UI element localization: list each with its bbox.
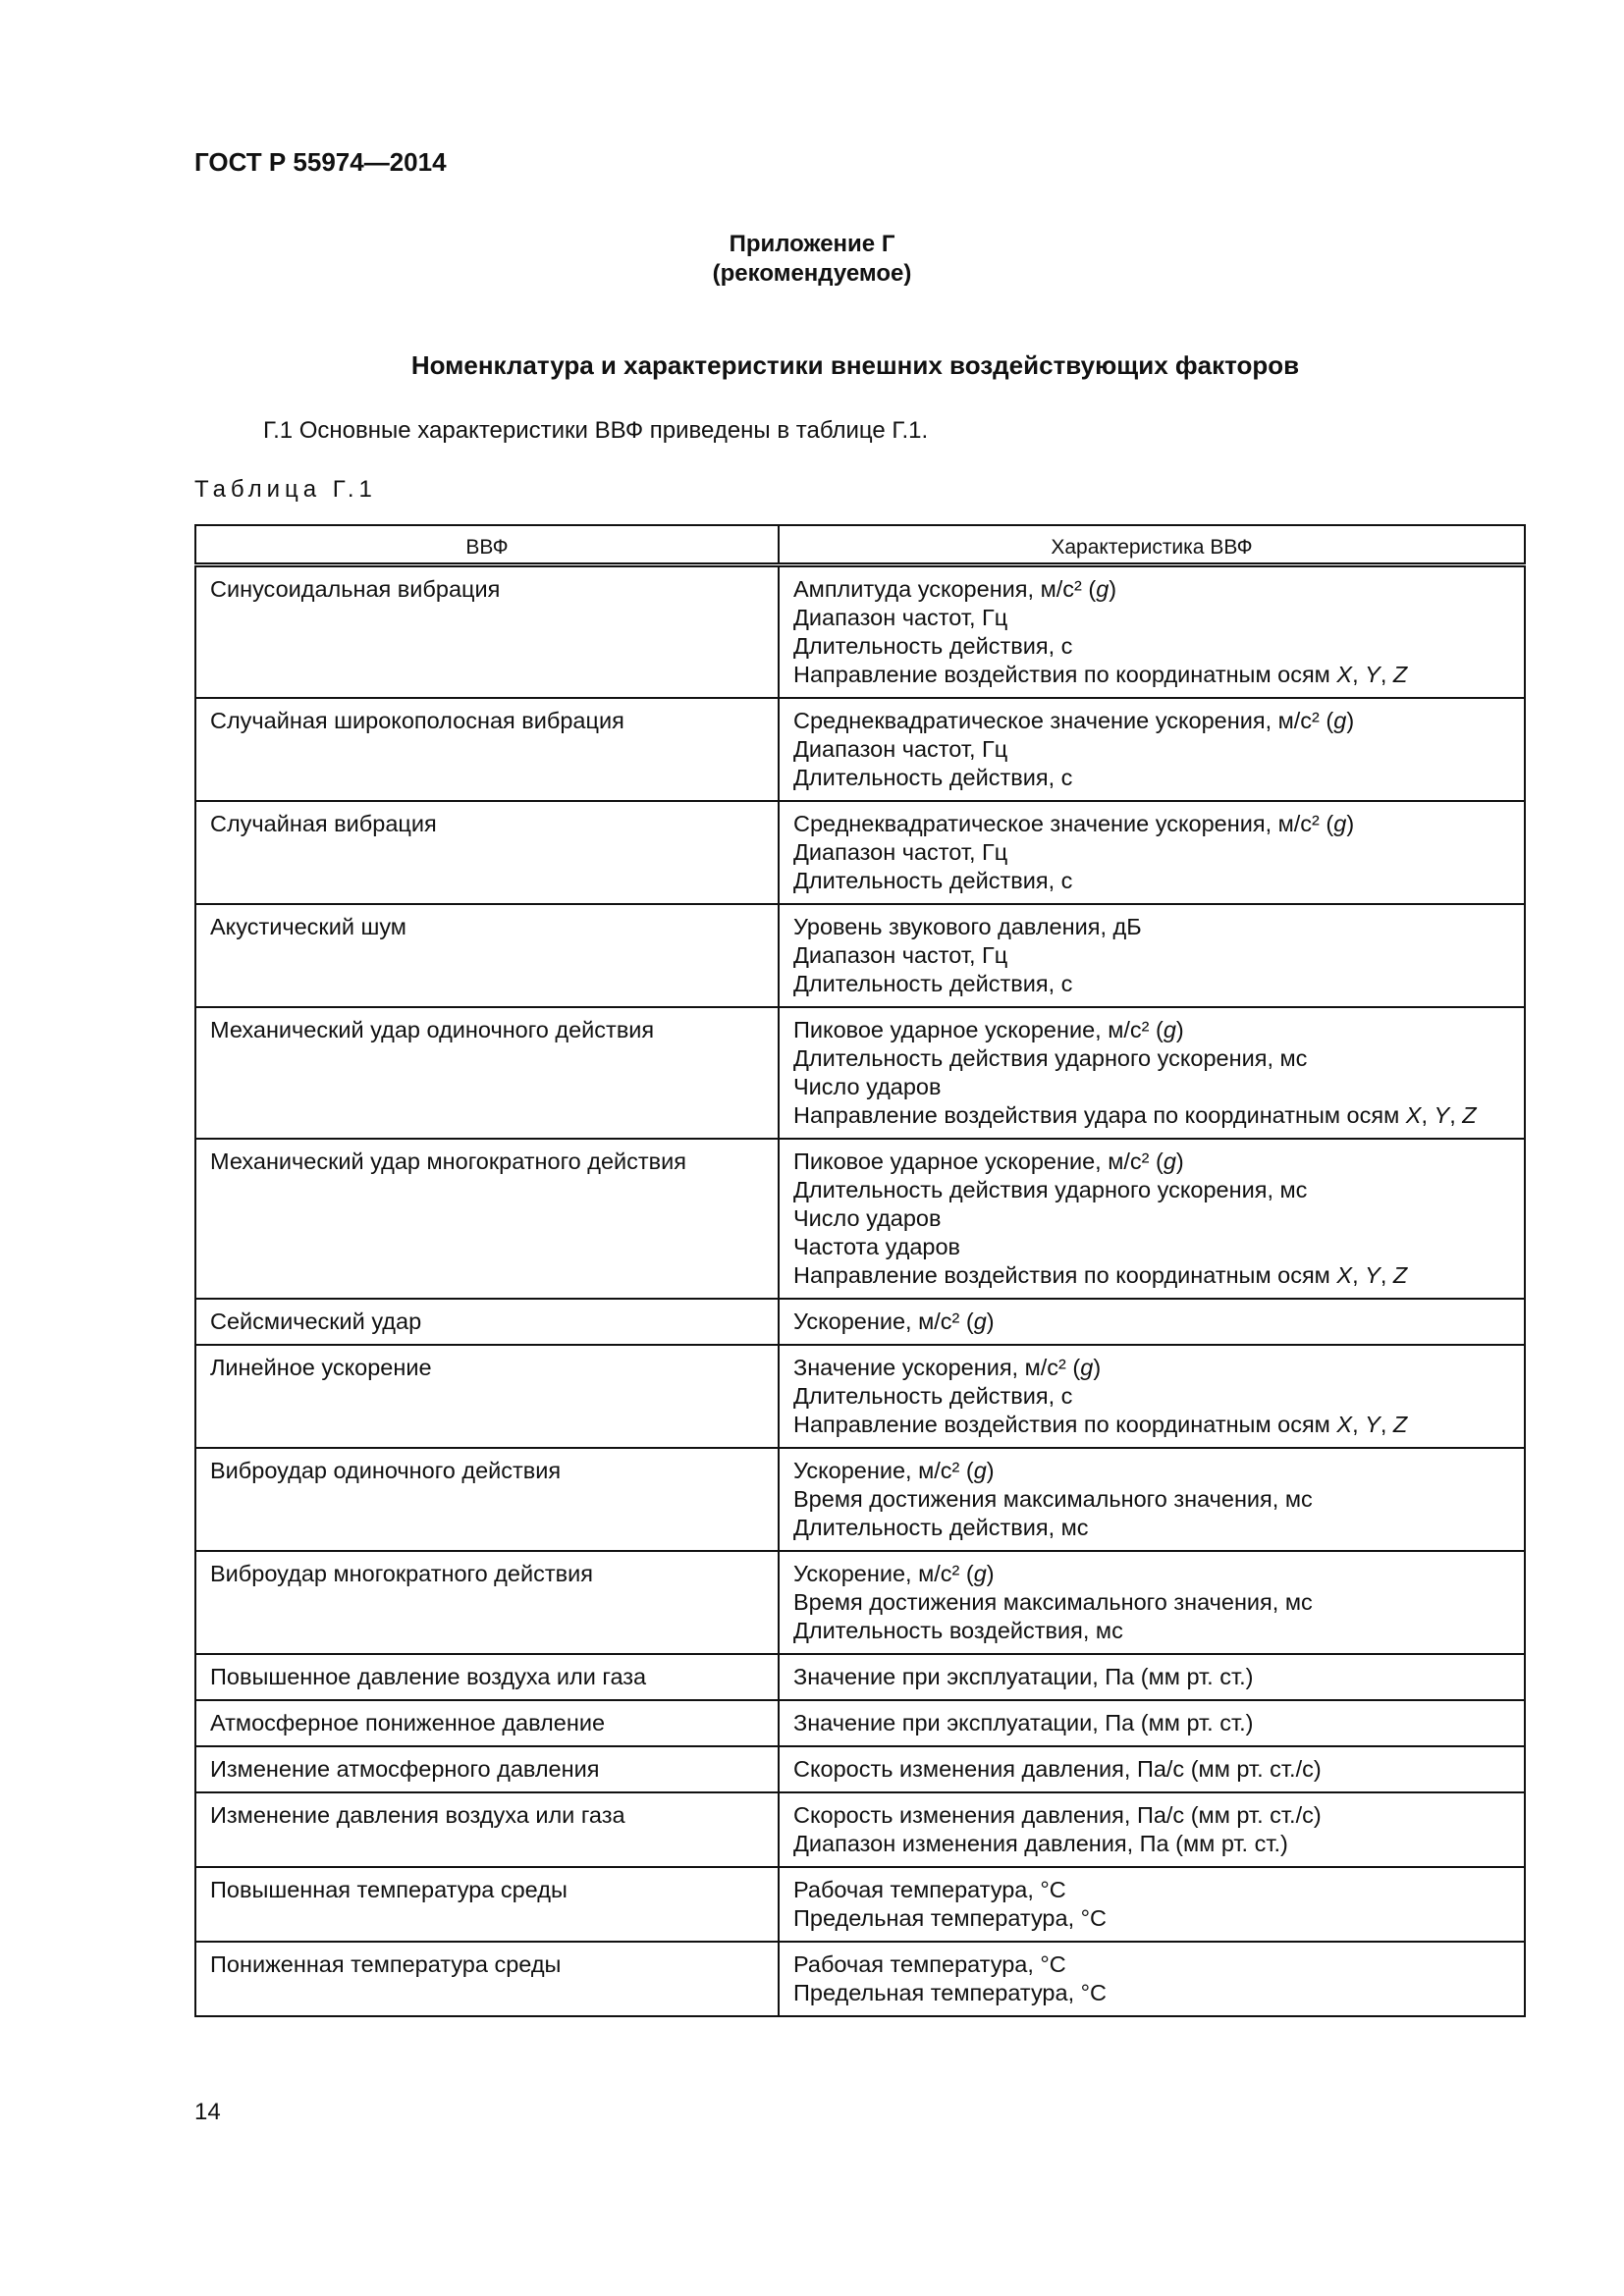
characteristics-cell bbox=[779, 698, 1525, 801]
characteristic-line: Диапазон частот, Гц bbox=[793, 604, 1008, 630]
characteristics-cell bbox=[779, 564, 1525, 698]
characteristic-line: Скорость изменения давления, Па/с (мм рт. ст./с) bbox=[793, 1801, 1322, 1828]
characteristics-cell bbox=[779, 1299, 1525, 1345]
characteristic-line: Скорость изменения давления, Па/с (мм рт. ст./с) bbox=[793, 1755, 1322, 1782]
characteristic-line: Длительность действия ударного ускорения, мс bbox=[793, 1044, 1308, 1071]
characteristic-line: Длительность действия, с bbox=[793, 970, 1073, 996]
table-row bbox=[195, 1299, 1525, 1345]
characteristic-line: Длительность воздействия, мс bbox=[793, 1617, 1123, 1643]
factor-cell: Пониженная температура среды bbox=[195, 1942, 779, 2016]
table-row bbox=[195, 1448, 1525, 1551]
factor-cell: Случайная широкополосная вибрация bbox=[195, 698, 779, 801]
characteristic-line: Длительность действия, с bbox=[793, 1382, 1073, 1409]
characteristics-cell bbox=[779, 1700, 1525, 1746]
table-row bbox=[195, 1867, 1525, 1942]
characteristic-line: Ускорение, м/с² (g) bbox=[793, 1457, 995, 1483]
characteristics-cell bbox=[779, 1448, 1525, 1551]
table-row bbox=[195, 1551, 1525, 1654]
characteristic-line: Рабочая температура, °С bbox=[793, 1950, 1066, 1977]
table-row bbox=[195, 1139, 1525, 1299]
table-row bbox=[195, 1007, 1525, 1139]
characteristic-line: Амплитуда ускорения, м/с² (g) bbox=[793, 575, 1117, 602]
characteristics-cell bbox=[779, 1654, 1525, 1700]
table-row bbox=[195, 1345, 1525, 1448]
characteristic-line: Предельная температура, °С bbox=[793, 1904, 1107, 1931]
intro-paragraph: Г.1 Основные характеристики ВВФ приведены в таблице Г.1. bbox=[263, 417, 929, 444]
appendix-status: (рекомендуемое) bbox=[712, 260, 912, 287]
characteristics-cell bbox=[779, 1867, 1525, 1942]
factor-cell: Повышенное давление воздуха или газа bbox=[195, 1654, 779, 1700]
characteristic-line: Значение при эксплуатации, Па (мм рт. ст.) bbox=[793, 1663, 1254, 1689]
characteristic-line: Диапазон частот, Гц bbox=[793, 941, 1008, 968]
column-header-factor: ВВФ bbox=[195, 525, 779, 564]
characteristic-line: Среднеквадратическое значение ускорения, м/с² (g) bbox=[793, 810, 1355, 836]
characteristic-line: Время достижения максимального значения, мс bbox=[793, 1588, 1313, 1615]
characteristic-line: Частота ударов bbox=[793, 1233, 961, 1259]
document-id: ГОСТ Р 55974—2014 bbox=[194, 147, 447, 177]
factor-cell: Синусоидальная вибрация bbox=[195, 564, 779, 698]
factor-cell: Сейсмический удар bbox=[195, 1299, 779, 1345]
characteristics-cell bbox=[779, 1746, 1525, 1792]
characteristic-line: Число ударов bbox=[793, 1204, 942, 1231]
factor-cell: Механический удар одиночного действия bbox=[195, 1007, 779, 1139]
table-row bbox=[195, 1792, 1525, 1867]
table-label: Таблица Г.1 bbox=[194, 476, 377, 503]
characteristic-line: Диапазон изменения давления, Па (мм рт. ст.) bbox=[793, 1830, 1288, 1856]
characteristic-line: Направление воздействия удара по координатным осям X, Y, Z bbox=[793, 1101, 1477, 1128]
characteristic-line: Время достижения максимального значения, мс bbox=[793, 1485, 1313, 1512]
table-row bbox=[195, 1746, 1525, 1792]
characteristic-line: Предельная температура, °С bbox=[793, 1979, 1107, 2005]
characteristic-line: Направление воздействия по координатным осям X, Y, Z bbox=[793, 661, 1408, 687]
page-number: 14 bbox=[194, 2099, 221, 2125]
characteristic-line: Уровень звукового давления, дБ bbox=[793, 913, 1142, 939]
factor-cell: Случайная вибрация bbox=[195, 801, 779, 904]
characteristics-cell bbox=[779, 1551, 1525, 1654]
characteristic-line: Длительность действия, с bbox=[793, 867, 1073, 893]
characteristic-line: Рабочая температура, °С bbox=[793, 1876, 1066, 1902]
factor-cell: Виброудар одиночного действия bbox=[195, 1448, 779, 1551]
factor-cell: Повышенная температура среды bbox=[195, 1867, 779, 1942]
table-row bbox=[195, 1942, 1525, 2016]
characteristics-cell bbox=[779, 801, 1525, 904]
characteristics-cell bbox=[779, 1139, 1525, 1299]
characteristic-line: Пиковое ударное ускорение, м/с² (g) bbox=[793, 1148, 1184, 1174]
characteristic-line: Среднеквадратическое значение ускорения, м/с² (g) bbox=[793, 707, 1355, 733]
appendix-title: Приложение Г bbox=[729, 231, 895, 257]
factor-cell: Атмосферное пониженное давление bbox=[195, 1700, 779, 1746]
characteristic-line: Длительность действия, мс bbox=[793, 1514, 1089, 1540]
table-row bbox=[195, 904, 1525, 1007]
factor-cell: Механический удар многократного действия bbox=[195, 1139, 779, 1299]
characteristic-line: Направление воздействия по координатным осям X, Y, Z bbox=[793, 1261, 1408, 1288]
table-row bbox=[195, 1654, 1525, 1700]
characteristic-line: Ускорение, м/с² (g) bbox=[793, 1560, 995, 1586]
characteristics-cell bbox=[779, 904, 1525, 1007]
table-row bbox=[195, 801, 1525, 904]
characteristic-line: Число ударов bbox=[793, 1073, 942, 1099]
characteristic-line: Ускорение, м/с² (g) bbox=[793, 1308, 995, 1334]
characteristic-line: Длительность действия, с bbox=[793, 632, 1073, 659]
section-title: Номенклатура и характеристики внешних воздействующих факторов bbox=[410, 350, 1300, 380]
characteristic-line: Пиковое ударное ускорение, м/с² (g) bbox=[793, 1016, 1184, 1042]
characteristics-cell bbox=[779, 1345, 1525, 1448]
column-header-characteristics: Характеристика ВВФ bbox=[779, 525, 1525, 564]
factor-cell: Линейное ускорение bbox=[195, 1345, 779, 1448]
characteristics-cell bbox=[779, 1942, 1525, 2016]
table-row bbox=[195, 1700, 1525, 1746]
characteristic-line: Направление воздействия по координатным осям X, Y, Z bbox=[793, 1411, 1408, 1437]
characteristic-line: Длительность действия, с bbox=[793, 764, 1073, 790]
factor-cell: Виброудар многократного действия bbox=[195, 1551, 779, 1654]
characteristics-cell bbox=[779, 1792, 1525, 1867]
table-row bbox=[195, 698, 1525, 801]
characteristic-line: Длительность действия ударного ускорения, мс bbox=[793, 1176, 1308, 1202]
table-header-row bbox=[195, 525, 1525, 564]
characteristics-cell bbox=[779, 1007, 1525, 1139]
characteristic-line: Значение при эксплуатации, Па (мм рт. ст.) bbox=[793, 1709, 1254, 1735]
characteristic-line: Диапазон частот, Гц bbox=[793, 735, 1008, 762]
factor-cell: Изменение атмосферного давления bbox=[195, 1746, 779, 1792]
table-row bbox=[195, 564, 1525, 698]
table-body bbox=[195, 564, 1525, 2016]
factor-cell: Акустический шум bbox=[195, 904, 779, 1007]
factor-cell: Изменение давления воздуха или газа bbox=[195, 1792, 779, 1867]
appendix-heading bbox=[0, 230, 1624, 289]
factors-table bbox=[194, 524, 1526, 2017]
characteristic-line: Значение ускорения, м/с² (g) bbox=[793, 1354, 1102, 1380]
characteristic-line: Диапазон частот, Гц bbox=[793, 838, 1008, 865]
